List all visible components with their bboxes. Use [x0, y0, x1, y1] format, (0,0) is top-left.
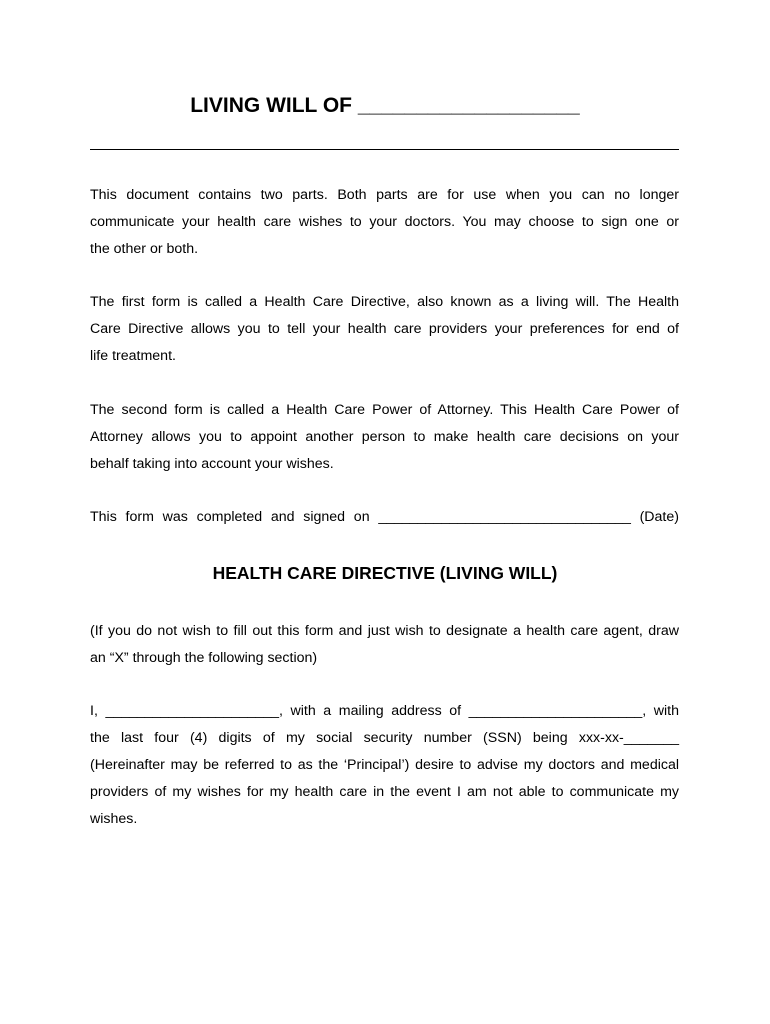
intro-line-3: the other or both.	[90, 241, 199, 257]
completion-line-text: This form was completed and signed on ________________________________ (Date)	[90, 509, 679, 525]
instruction-paragraph	[90, 618, 679, 672]
principal-paragraph	[90, 698, 679, 833]
intro-line-1: This document contains two parts. Both parts are for use when you can no longer	[90, 187, 679, 203]
power-of-attorney-paragraph	[90, 397, 679, 478]
principal-line-3: (Hereinafter may be referred to as the ‘Principal’) desire to advise my doctors and medical	[90, 757, 679, 773]
document-title: LIVING WILL OF ___________________	[190, 94, 580, 117]
directive-line-3: life treatment.	[90, 348, 176, 364]
attorney-line-2: Attorney allows you to appoint another person to make health care decisions on your	[90, 429, 679, 445]
intro-line-2: communicate your health care wishes to your doctors. You may choose to sign one or	[90, 214, 679, 230]
completion-date-line	[90, 504, 679, 531]
principal-line-1: I, ______________________, with a mailing address of ______________________, with	[90, 703, 679, 719]
intro-paragraph	[90, 182, 679, 263]
section-heading: HEALTH CARE DIRECTIVE (LIVING WILL)	[212, 563, 558, 583]
principal-line-4: providers of my wishes for my health care in the event I am not able to communicate my	[90, 784, 679, 800]
attorney-line-3: behalf taking into account your wishes.	[90, 456, 334, 472]
principal-line-2: the last four (4) digits of my social security number (SSN) being xxx-xx-_______	[90, 730, 679, 746]
directive-line-1: The first form is called a Health Care Directive, also known as a living will. The Health	[90, 294, 679, 310]
instruction-line-2: an “X” through the following section)	[90, 650, 318, 666]
principal-line-5: wishes.	[90, 811, 138, 827]
health-care-directive-paragraph	[90, 289, 679, 370]
instruction-line-1: (If you do not wish to fill out this form and just wish to designate a health care agent, draw	[90, 623, 679, 639]
directive-line-2: Care Directive allows you to tell your health care providers your preferences for end of	[90, 321, 679, 337]
attorney-line-1: The second form is called a Health Care Power of Attorney. This Health Care Power of	[90, 402, 679, 418]
title-underline-rule	[90, 149, 679, 150]
